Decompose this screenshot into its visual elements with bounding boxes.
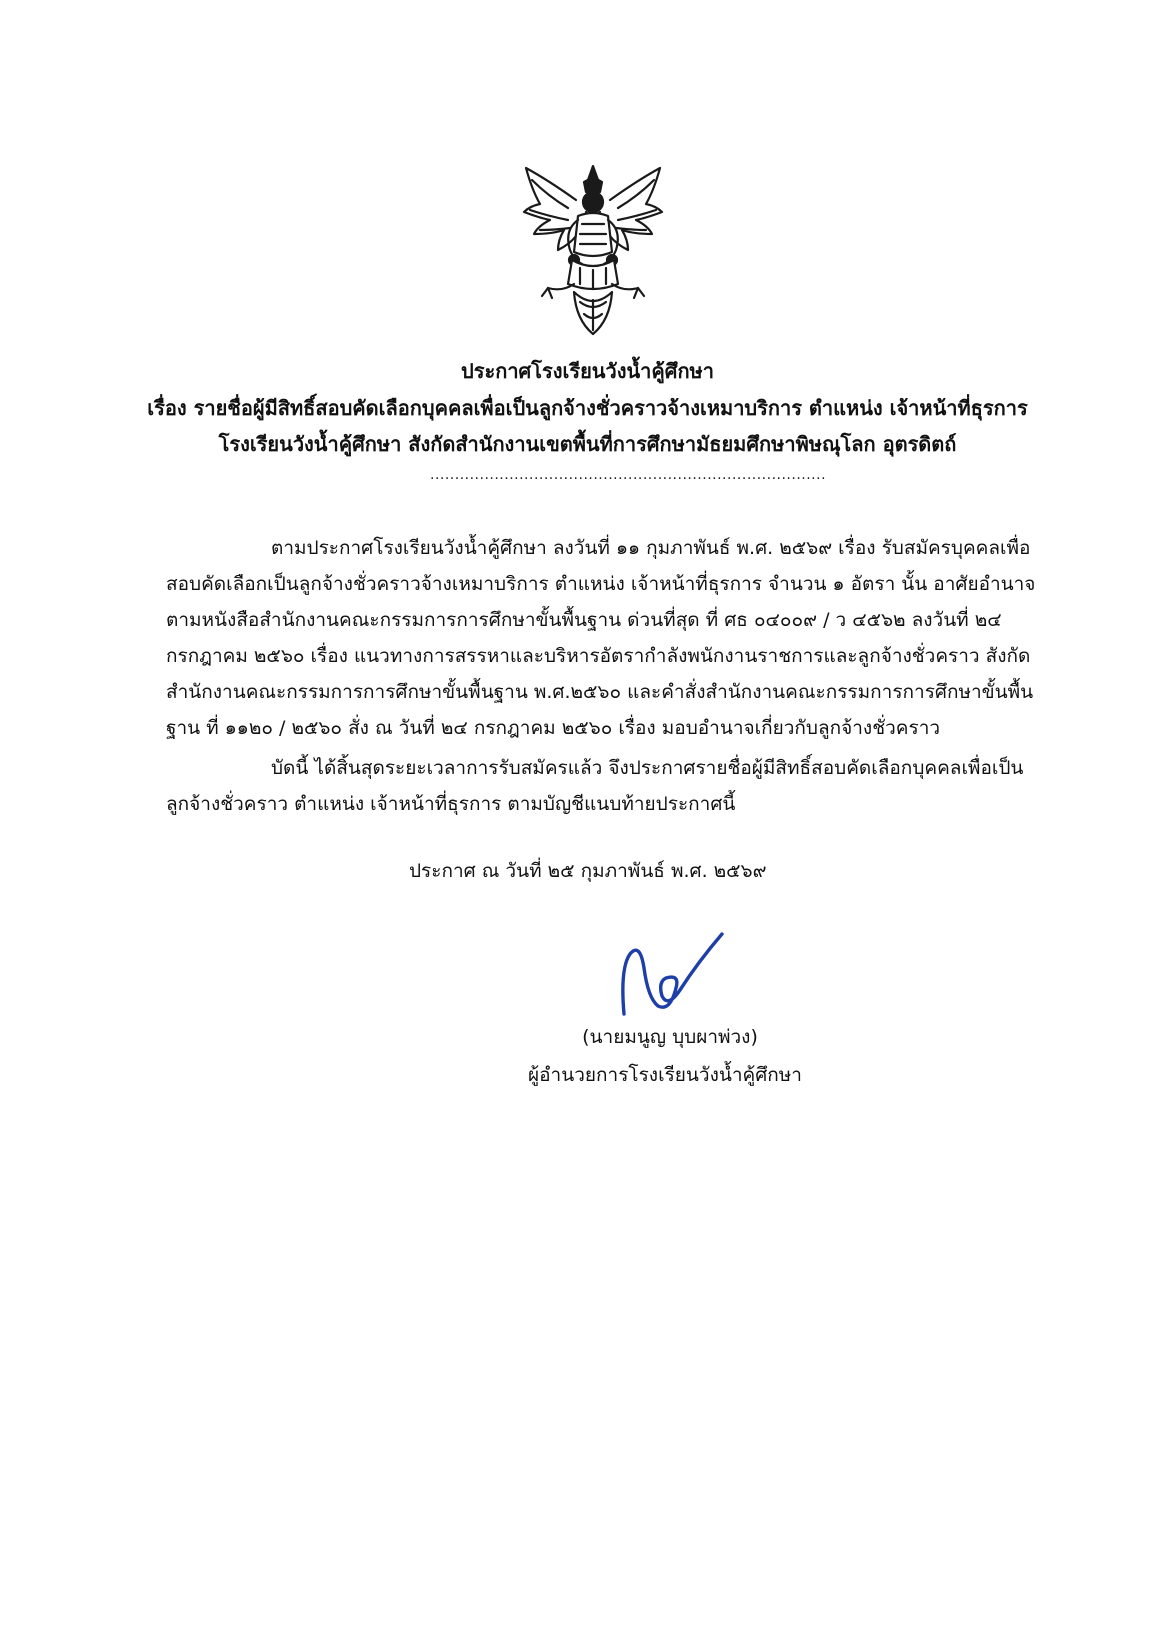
body-paragraph-1 (166, 530, 1046, 746)
signer-position: ผู้อำนวยการโรงเรียนวังน้ำคู้ศึกษา (528, 1064, 802, 1086)
announcement-title: ประกาศโรงเรียนวังน้ำคู้ศึกษา (461, 359, 714, 383)
garuda-emblem-icon (518, 160, 668, 338)
separator-dots: ................................................................................ (430, 467, 827, 483)
announcement-subject-line-1: เรื่อง รายชื่อผู้มีสิทธิ์สอบคัดเลือกบุคคลเพื่อเป็นลูกจ้างชั่วคราวจ้างเหมาบริการ ตำแหน่ง เจ้าหน้าที่ธุรการ (147, 396, 1028, 420)
announcement-date: ประกาศ ณ วันที่ ๒๕ กุมภาพันธ์ พ.ศ. ๒๕๖๙ (409, 860, 767, 882)
signer-name: (นายมนูญ บุบผาพ่วง) (582, 1026, 758, 1048)
signature-icon (618, 928, 728, 1018)
body-paragraph-2 (166, 750, 1046, 822)
paragraph-2-text: บัดนี้ ได้สิ้นสุดระยะเวลาการรับสมัครแล้ว จึงประกาศรายชื่อผู้มีสิทธิ์สอบคัดเลือกบุคคลเพื่อเป็นลูกจ้างชั่วคราว ตำแหน่ง เจ้าหน้าที่ธุรการ ตามบัญชีแนบท้ายประกาศนี้ (166, 757, 1024, 815)
paragraph-1-text: ตามประกาศโรงเรียนวังน้ำคู้ศึกษา ลงวันที่ ๑๑ กุมภาพันธ์ พ.ศ. ๒๕๖๙ เรื่อง รับสมัครบุคคลเพื่อสอบคัดเลือกเป็นลูกจ้างชั่วคราวจ้างเหมาบริการ ตำแหน่ง เจ้าหน้าที่ธุรการ จำนวน ๑ อัตรา นั้น อาศัยอำนาจตามหนังสือสำนักงานคณะกรรมการการศึกษาขั้นพื้นฐาน ด่วนที่สุด ที่ ศธ ๐๔๐๐๙ / ว ๔๕๖๒ ลงวันที่ ๒๔ กรกฎาคม ๒๕๖๐ เรื่อง แนวทางการสรรหาและบริหารอัตรากำลังพนักงานราชการและลูกจ้างชั่วคราว สังกัดสำนักงานคณะกรรมการการศึกษาขั้นพื้นฐาน พ.ศ.๒๕๖๐ และคำสั่งสำนักงานคณะกรรมการการศึกษาขั้นพื้นฐาน ที่ ๑๑๒๐ / ๒๕๖๐ สั่ง ณ วันที่ ๒๔ กรกฎาคม ๒๕๖๐ เรื่อง มอบอำนาจเกี่ยวกับลูกจ้างชั่วคราว (166, 537, 1036, 739)
announcement-subject-line-2: โรงเรียนวังน้ำคู้ศึกษา สังกัดสำนักงานเขตพื้นที่การศึกษามัธยมศึกษาพิษณุโลก อุตรดิตถ์ (218, 432, 957, 456)
